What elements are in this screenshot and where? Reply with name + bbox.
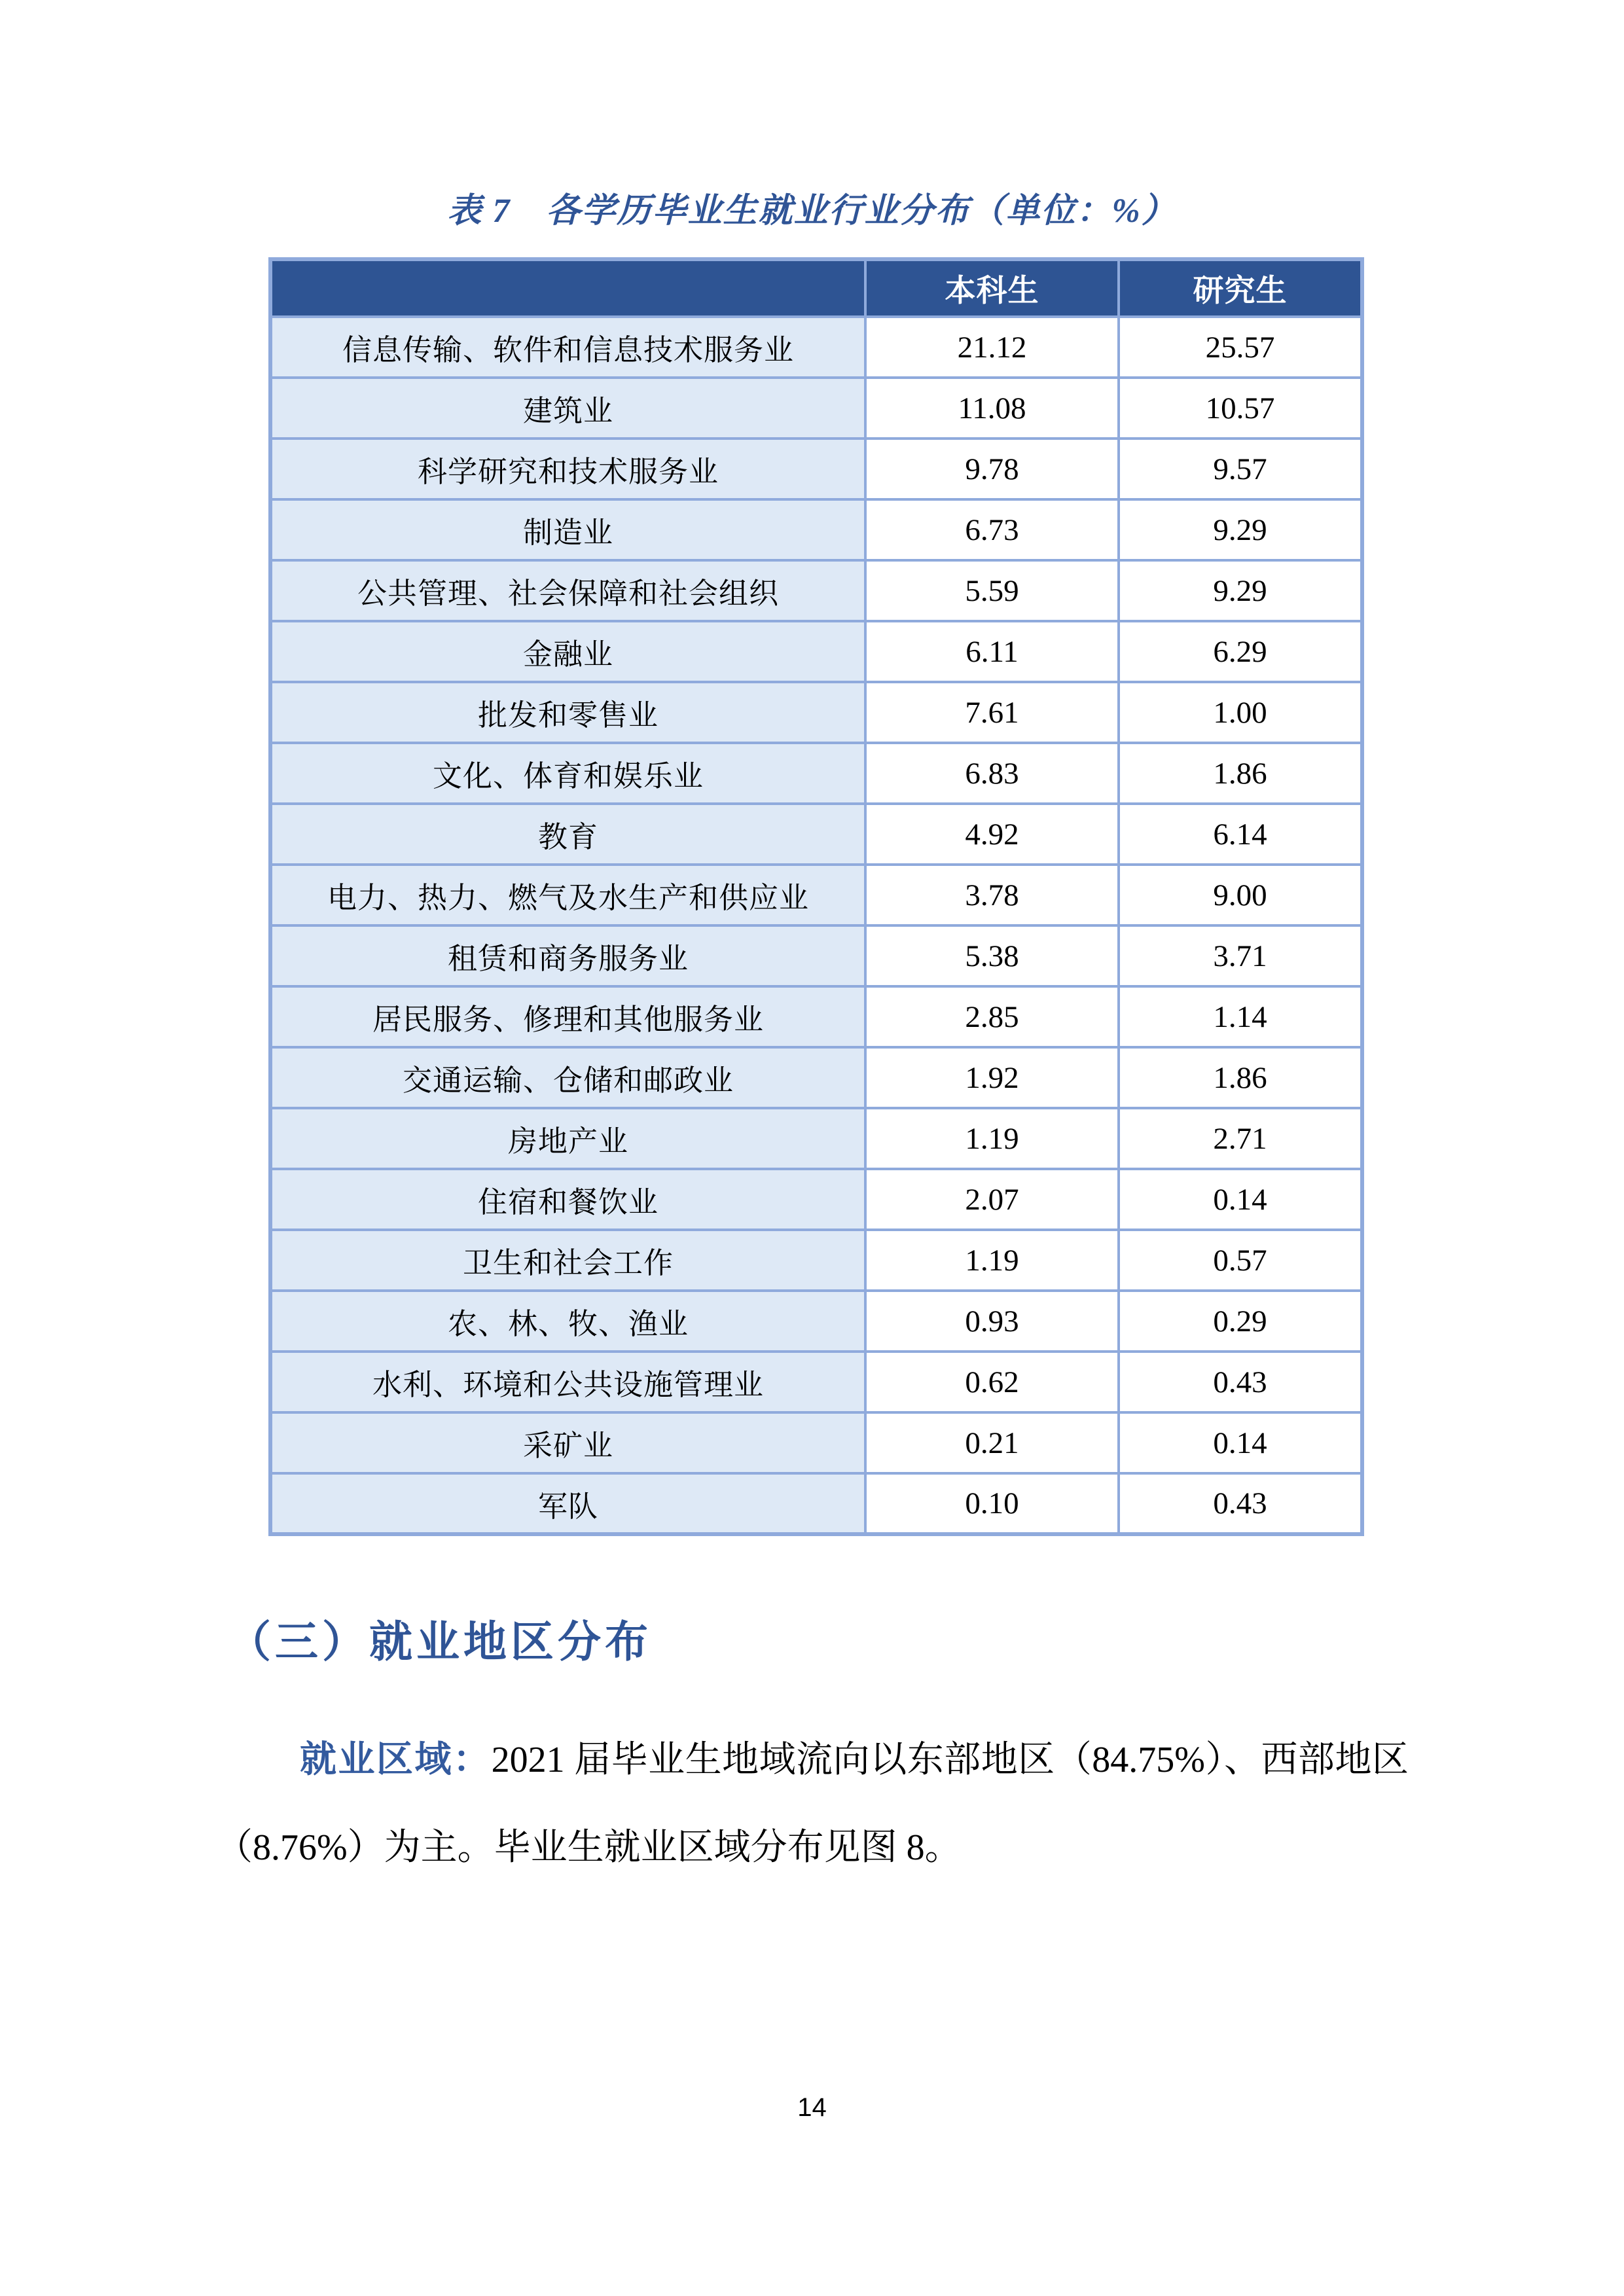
graduate-value-cell: 1.86 — [1119, 1047, 1362, 1108]
undergraduate-value-cell: 1.19 — [865, 1108, 1119, 1169]
industry-name-cell: 房地产业 — [270, 1108, 865, 1169]
industry-distribution-table — [268, 257, 1364, 1536]
industry-name-cell: 居民服务、修理和其他服务业 — [270, 986, 865, 1047]
table-row — [270, 1108, 1362, 1169]
graduate-value-cell: 9.29 — [1119, 499, 1362, 560]
undergraduate-value-cell: 1.19 — [865, 1230, 1119, 1291]
graduate-value-cell: 0.43 — [1119, 1352, 1362, 1412]
table-row — [270, 1230, 1362, 1291]
industry-name-cell: 住宿和餐饮业 — [270, 1169, 865, 1230]
table-row — [270, 925, 1362, 986]
industry-name-cell: 交通运输、仓储和邮政业 — [270, 1047, 865, 1108]
industry-name-cell: 文化、体育和娱乐业 — [270, 743, 865, 804]
graduate-value-cell: 9.29 — [1119, 560, 1362, 621]
undergraduate-value-cell: 5.59 — [865, 560, 1119, 621]
graduate-value-cell: 0.29 — [1119, 1291, 1362, 1352]
undergraduate-value-cell: 3.78 — [865, 865, 1119, 925]
table-row — [270, 743, 1362, 804]
graduate-value-cell: 1.00 — [1119, 682, 1362, 743]
graduate-value-cell: 9.57 — [1119, 439, 1362, 499]
industry-name-cell: 制造业 — [270, 499, 865, 560]
graduate-value-cell: 0.57 — [1119, 1230, 1362, 1291]
table-body — [270, 317, 1362, 1534]
table-row — [270, 317, 1362, 378]
table-header-row — [270, 259, 1362, 317]
section-heading: （三）就业地区分布 — [228, 1619, 652, 1666]
industry-name-cell: 信息传输、软件和信息技术服务业 — [270, 317, 865, 378]
undergraduate-value-cell: 0.93 — [865, 1291, 1119, 1352]
graduate-value-cell: 3.71 — [1119, 925, 1362, 986]
industry-name-cell: 租赁和商务服务业 — [270, 925, 865, 986]
graduate-value-cell: 9.00 — [1119, 865, 1362, 925]
header-graduate-cell: 研究生 — [1119, 259, 1362, 317]
undergraduate-value-cell: 5.38 — [865, 925, 1119, 986]
graduate-value-cell: 1.86 — [1119, 743, 1362, 804]
undergraduate-value-cell: 0.21 — [865, 1412, 1119, 1473]
graduate-value-cell: 1.14 — [1119, 986, 1362, 1047]
header-industry-cell — [270, 259, 865, 317]
graduate-value-cell: 6.14 — [1119, 804, 1362, 865]
industry-name-cell: 军队 — [270, 1473, 865, 1534]
industry-name-cell: 教育 — [270, 804, 865, 865]
table-row — [270, 1047, 1362, 1108]
graduate-value-cell: 25.57 — [1119, 317, 1362, 378]
industry-name-cell: 批发和零售业 — [270, 682, 865, 743]
undergraduate-value-cell: 6.83 — [865, 743, 1119, 804]
table-row — [270, 804, 1362, 865]
graduate-value-cell: 10.57 — [1119, 378, 1362, 439]
header-undergraduate-cell: 本科生 — [865, 259, 1119, 317]
graduate-value-cell: 0.43 — [1119, 1473, 1362, 1534]
undergraduate-value-cell: 7.61 — [865, 682, 1119, 743]
table-row — [270, 1291, 1362, 1352]
graduate-value-cell: 2.71 — [1119, 1108, 1362, 1169]
paragraph-body-text: 2021 届毕业生地域流向以东部地区（84.75%）、西部地区（8.76%）为主。毕业生就业区域分布见图 8。 — [216, 1740, 1409, 1868]
industry-name-cell: 农、林、牧、渔业 — [270, 1291, 865, 1352]
undergraduate-value-cell: 2.85 — [865, 986, 1119, 1047]
undergraduate-value-cell: 1.92 — [865, 1047, 1119, 1108]
undergraduate-value-cell: 4.92 — [865, 804, 1119, 865]
industry-name-cell: 电力、热力、燃气及水生产和供应业 — [270, 865, 865, 925]
industry-name-cell: 公共管理、社会保障和社会组织 — [270, 560, 865, 621]
body-paragraph — [216, 1716, 1409, 1892]
industry-name-cell: 金融业 — [270, 621, 865, 682]
graduate-value-cell: 6.29 — [1119, 621, 1362, 682]
table-row — [270, 682, 1362, 743]
industry-name-cell: 采矿业 — [270, 1412, 865, 1473]
table-row — [270, 499, 1362, 560]
undergraduate-value-cell: 6.11 — [865, 621, 1119, 682]
table-row — [270, 1473, 1362, 1534]
graduate-value-cell: 0.14 — [1119, 1412, 1362, 1473]
table-row — [270, 1352, 1362, 1412]
undergraduate-value-cell: 0.10 — [865, 1473, 1119, 1534]
table-row — [270, 378, 1362, 439]
paragraph-lead: 就业区域： — [300, 1740, 492, 1780]
table-row — [270, 439, 1362, 499]
table-row — [270, 1412, 1362, 1473]
table-row — [270, 621, 1362, 682]
table-caption: 表 7 各学历毕业生就业行业分布（单位：%） — [447, 192, 1177, 230]
industry-name-cell: 建筑业 — [270, 378, 865, 439]
graduate-value-cell: 0.14 — [1119, 1169, 1362, 1230]
industry-name-cell: 科学研究和技术服务业 — [270, 439, 865, 499]
undergraduate-value-cell: 2.07 — [865, 1169, 1119, 1230]
industry-name-cell: 卫生和社会工作 — [270, 1230, 865, 1291]
table-row — [270, 560, 1362, 621]
undergraduate-value-cell: 11.08 — [865, 378, 1119, 439]
page-number: 14 — [797, 2093, 827, 2122]
undergraduate-value-cell: 9.78 — [865, 439, 1119, 499]
undergraduate-value-cell: 0.62 — [865, 1352, 1119, 1412]
undergraduate-value-cell: 6.73 — [865, 499, 1119, 560]
table-row — [270, 1169, 1362, 1230]
table-row — [270, 865, 1362, 925]
industry-name-cell: 水利、环境和公共设施管理业 — [270, 1352, 865, 1412]
undergraduate-value-cell: 21.12 — [865, 317, 1119, 378]
table-row — [270, 986, 1362, 1047]
